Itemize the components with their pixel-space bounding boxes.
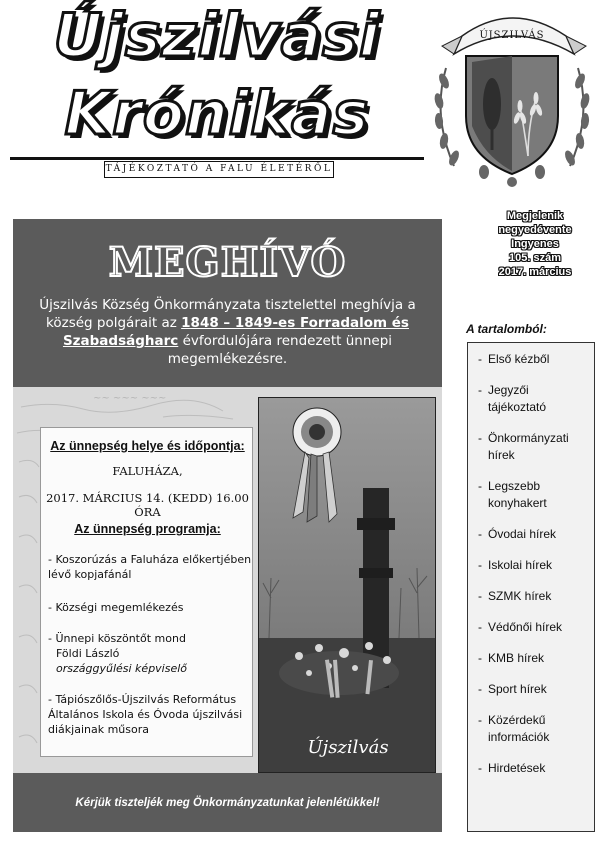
venue-heading: Az ünnepség helye és időpontja: xyxy=(50,439,245,453)
coat-of-arms xyxy=(424,6,600,188)
poster-header xyxy=(13,219,442,387)
poster-body xyxy=(13,387,442,773)
toc-item[interactable]: - Legszebb konyhakert xyxy=(478,479,547,510)
invitation-text: Újszilvás Község Önkormányzata tisztelettel meghívja a község polgárait az 1848 – 1849-es Forradalom és Szabadságharc évfordulójára rendezett ünnepi megemlékezésre. xyxy=(39,297,416,367)
monument-photo-icon xyxy=(259,398,436,773)
crest-ribbon-label: ÚJSZILVÁS xyxy=(479,30,545,41)
event-datetime: 2017. MÁRCIUS 14. (KEDD) 16.00 ÓRA xyxy=(46,491,249,519)
issue-frequency: Megjelenik xyxy=(506,210,564,222)
issue-date: 2017. március xyxy=(498,266,572,278)
toc-item[interactable]: - Jegyzői tájékoztató xyxy=(478,383,547,414)
toc-item[interactable]: - Első kézből xyxy=(478,352,550,366)
program-item-wreath: - Koszorúzás a Faluháza előkertjében lévő kopjafánál xyxy=(48,553,252,581)
masthead-title-line2: Krónikás xyxy=(64,79,370,149)
masthead-subtitle: TÁJÉKOZTATÓ A FALU ÉLETÉRŐL xyxy=(104,161,334,178)
toc-item[interactable]: - Iskolai hírek xyxy=(478,558,553,572)
poster-footer xyxy=(13,773,442,832)
toc-item[interactable]: - KMB hírek xyxy=(478,651,545,665)
issue-price: Ingyenes xyxy=(511,238,559,250)
masthead-title-line1: Újszilvási xyxy=(53,1,381,71)
coat-of-arms-icon xyxy=(424,6,600,188)
issue-info xyxy=(472,209,598,279)
masthead-rule xyxy=(10,157,424,160)
toc-item[interactable]: - Közérdekű információk xyxy=(478,713,550,744)
invitation-title: MEGHÍVÓ xyxy=(108,239,347,286)
program-item-commemoration: - Községi megemlékezés xyxy=(48,601,184,614)
program-card xyxy=(40,427,253,757)
photo-caption: Újszilvás xyxy=(307,737,389,758)
svg-text:~~ ~~~ ~~~: ~~ ~~~ ~~~ xyxy=(93,393,167,404)
toc-list xyxy=(467,342,595,832)
program-heading: Az ünnepség programja: xyxy=(74,522,221,536)
toc-item[interactable]: - Védőnői hírek xyxy=(478,620,563,634)
invitation-emphasis: 1848 – 1849-es Forradalom és Szabadságharc xyxy=(62,315,409,349)
poster-footer-text: Kérjük tiszteljék meg Önkormányzatunkat jelenlétükkel! xyxy=(75,797,380,809)
issue-frequency-detail: negyedévente xyxy=(498,224,572,236)
invitation-poster xyxy=(13,219,442,832)
toc-heading: A tartalomból: xyxy=(466,322,547,336)
program-item-speech: - Ünnepi köszöntőt mond Földi László országgyűlési képviselő xyxy=(48,632,188,675)
toc-item[interactable]: - SZMK hírek xyxy=(478,589,552,603)
issue-number: 105. szám xyxy=(509,252,561,264)
toc-item[interactable]: - Óvodai hírek xyxy=(478,527,557,541)
toc-item[interactable]: - Hirdetések xyxy=(478,761,546,775)
program-item-school: - Tápiószőlős-Újszilvás Református Általános Iskola és Óvoda újszilvási diákjainak műsora xyxy=(48,693,243,736)
toc-item[interactable]: - Sport hírek xyxy=(478,682,547,696)
monument-photo xyxy=(258,397,436,773)
toc-item[interactable]: - Önkormányzati hírek xyxy=(478,431,569,462)
venue: FALUHÁZA, xyxy=(112,464,183,478)
